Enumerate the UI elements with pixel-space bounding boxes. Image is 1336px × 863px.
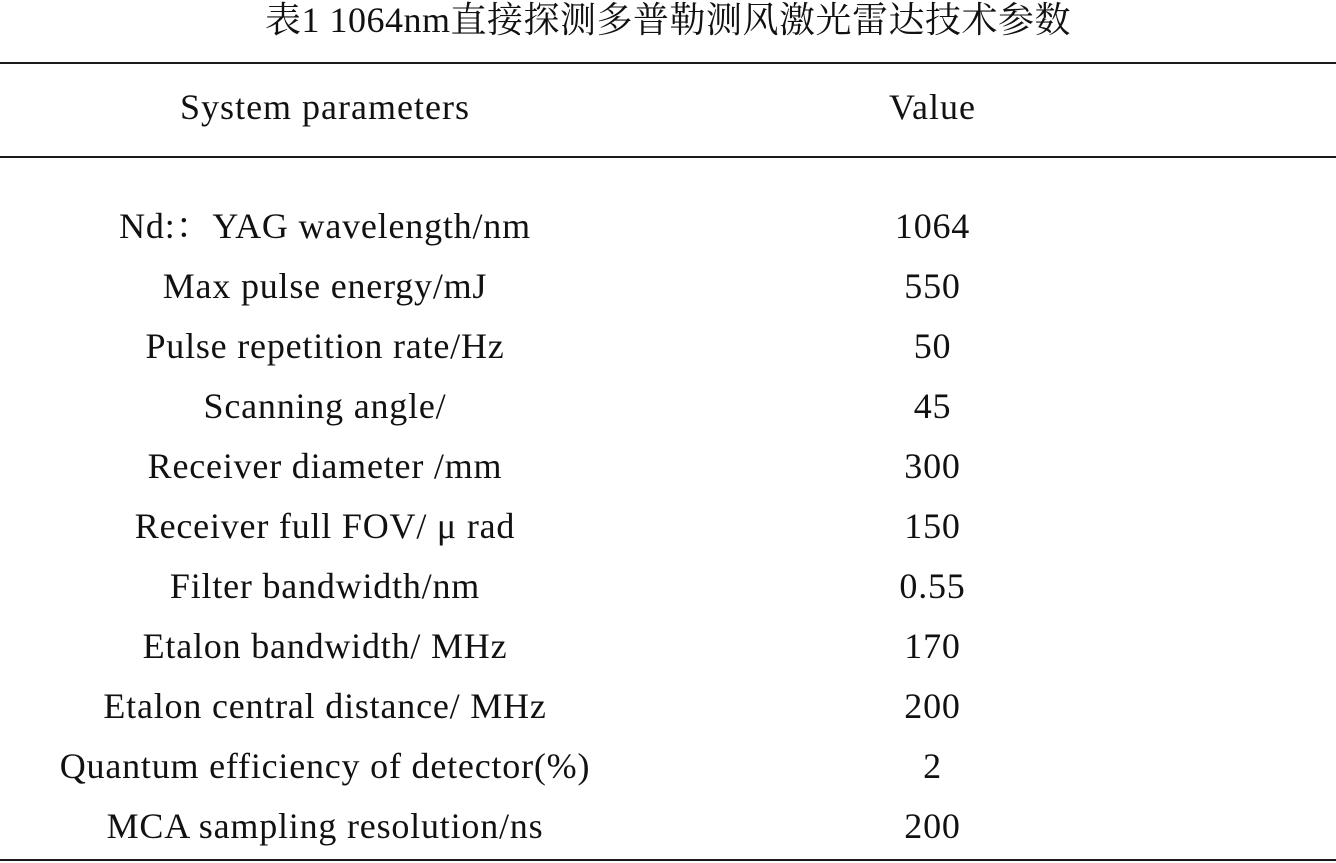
table-row [0, 320, 1336, 380]
param-cell: Filter bandwidth/nm [169, 566, 481, 606]
table-row [0, 800, 1336, 860]
table-body [0, 200, 1336, 860]
table-row [0, 260, 1336, 320]
param-cell: Pulse repetition rate/Hz [145, 326, 505, 366]
table-row [0, 620, 1336, 680]
table-row [0, 560, 1336, 620]
param-cell: Receiver diameter /mm [147, 446, 503, 486]
value-cell: 170 [904, 626, 961, 666]
param-cell: Max pulse energy/mJ [162, 266, 488, 306]
table-row [0, 200, 1336, 260]
value-cell: 1064 [894, 206, 971, 246]
value-cell: 0.55 [899, 566, 966, 606]
bottom-rule [0, 859, 1336, 861]
param-cell: Quantum efficiency of detector(%) [59, 746, 591, 786]
param-cell: Etalon central distance/ MHz [103, 686, 547, 726]
param-cell: Scanning angle/ [203, 386, 447, 426]
header-value: Value [889, 87, 976, 127]
param-cell: Receiver full FOV/ μ rad [134, 506, 516, 546]
top-rule [0, 62, 1336, 64]
value-cell: 550 [904, 266, 961, 306]
value-cell: 150 [904, 506, 961, 546]
table-caption: 表1 1064nm直接探测多普勒测风激光雷达技术参数 [264, 0, 1071, 40]
table-row [0, 740, 1336, 800]
table-row [0, 440, 1336, 500]
param-cell: Nd:：YAG wavelength/nm [119, 206, 531, 246]
table-row [0, 380, 1336, 440]
value-cell: 45 [913, 386, 952, 426]
param-cell: Etalon bandwidth/ MHz [142, 626, 508, 666]
value-cell: 50 [913, 326, 952, 366]
value-cell: 300 [904, 446, 961, 486]
value-cell: 200 [904, 806, 961, 846]
table-row [0, 500, 1336, 560]
value-cell: 2 [923, 746, 942, 786]
header-system-parameters: System parameters [180, 87, 470, 127]
header-rule [0, 156, 1336, 158]
table-row [0, 680, 1336, 740]
value-cell: 200 [904, 686, 961, 726]
param-cell: MCA sampling resolution/ns [106, 806, 544, 846]
